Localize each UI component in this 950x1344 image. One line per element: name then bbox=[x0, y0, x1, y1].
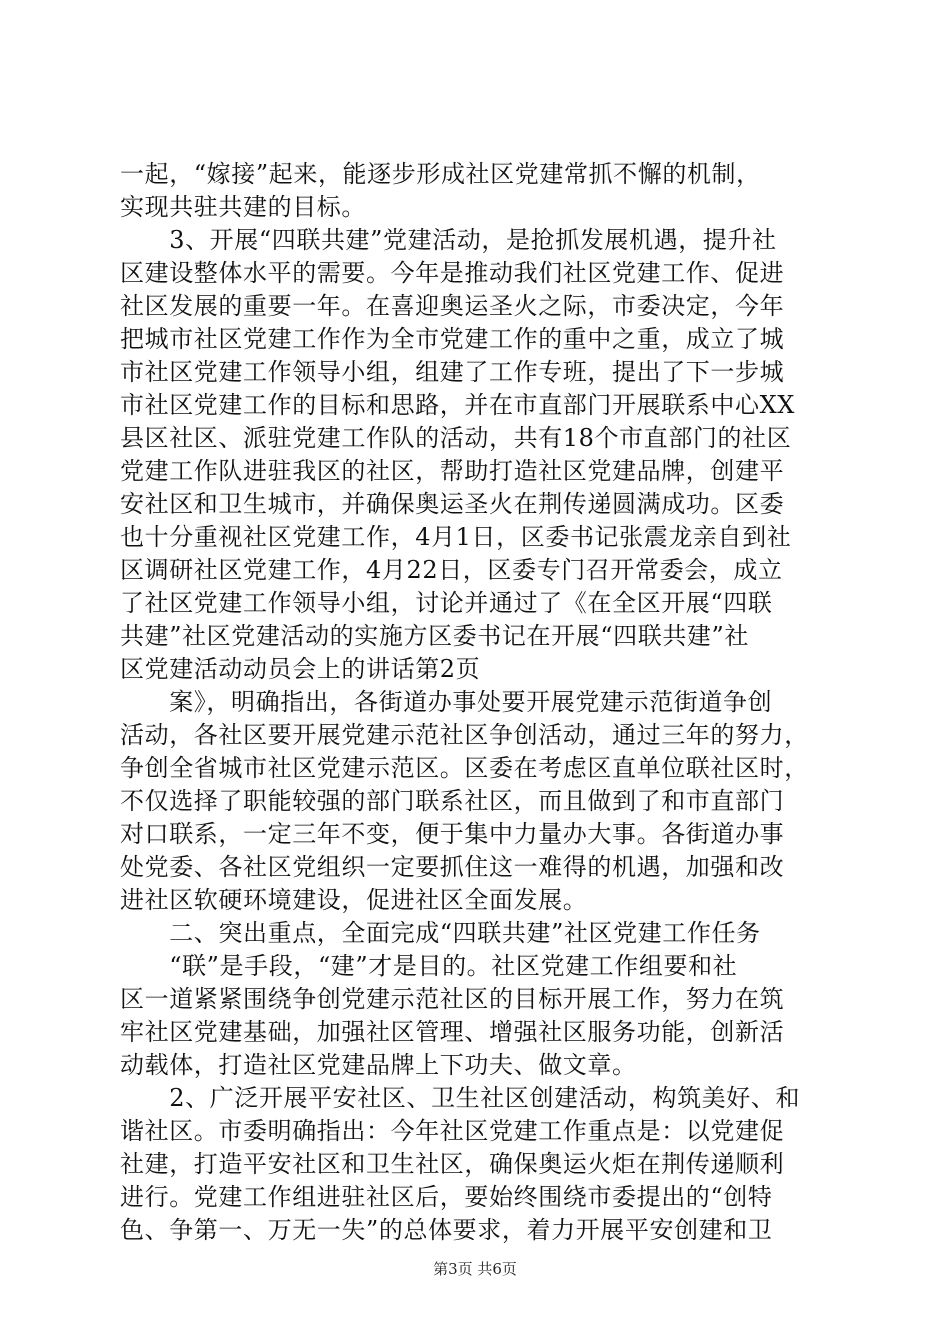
text-line: 牢社区党建基础，加强社区管理、增强社区服务功能，创新活 bbox=[120, 1018, 785, 1046]
text-line: 3、开展“四联共建”党建活动，是抢抓发展机遇，提升社 bbox=[120, 226, 777, 254]
text-line: “联”是手段，“建”才是目的。社区党建工作组要和社 bbox=[120, 952, 738, 980]
text-line: 共建”社区党建活动的实施方区委书记在开展“四联共建”社 bbox=[120, 622, 750, 650]
text-line: 一起，“嫁接”起来，能逐步形成社区党建常抓不懈的机制， bbox=[120, 160, 761, 188]
text-line: 市社区党建工作的目标和思路，并在市直部门开展联系中心XX bbox=[120, 391, 795, 419]
text-line: 对口联系，一定三年不变，便于集中力量办大事。各街道办事 bbox=[120, 820, 785, 848]
text-line: 市社区党建工作领导小组，组建了工作专班，提出了下一步城 bbox=[120, 358, 785, 386]
text-line: 活动，各社区要开展党建示范社区争创活动，通过三年的努力， bbox=[120, 721, 809, 749]
text-line: 争创全省城市社区党建示范区。区委在考虑区直单位联社区时， bbox=[120, 754, 809, 782]
text-line: 进行。党建工作组进驻社区后，要始终围绕市委提出的“创特 bbox=[120, 1183, 773, 1211]
text-line: 区调研社区党建工作，4月22日，区委专门召开常委会，成立 bbox=[120, 556, 783, 584]
text-line: 县区社区、派驻党建工作队的活动，共有18个市直部门的社区 bbox=[120, 424, 792, 452]
text-line: 处党委、各社区党组织一定要抓住这一难得的机遇，加强和改 bbox=[120, 853, 785, 881]
text-line: 社区发展的重要一年。在喜迎奥运圣火之际，市委决定，今年 bbox=[120, 292, 785, 320]
text-line: 实现共驻共建的目标。 bbox=[120, 193, 366, 221]
text-line: 2、广泛开展平安社区、卫生社区创建活动，构筑美好、和 bbox=[120, 1084, 801, 1112]
text-line: 社建，打造平安社区和卫生社区，确保奥运火炬在荆传递顺利 bbox=[120, 1150, 785, 1178]
text-line: 动载体，打造社区党建品牌上下功夫、做文章。 bbox=[120, 1051, 637, 1079]
text-line: 色、争第一、万无一失”的总体要求，着力开展平安创建和卫 bbox=[120, 1216, 773, 1244]
text-line: 案》，明确指出，各街道办事处要开展党建示范街道争创 bbox=[120, 688, 773, 716]
text-line: 区一道紧紧围绕争创党建示范社区的目标开展工作，努力在筑 bbox=[120, 985, 785, 1013]
text-line: 不仅选择了职能较强的部门联系社区，而且做到了和市直部门 bbox=[120, 787, 785, 815]
text-line: 二、突出重点，全面完成“四联共建”社区党建工作任务 bbox=[120, 919, 761, 947]
text-line: 了社区党建工作领导小组，讨论并通过了《在全区开展“四联 bbox=[120, 589, 773, 617]
text-line: 党建工作队进驻我区的社区，帮助打造社区党建品牌，创建平 bbox=[120, 457, 785, 485]
text-line: 进社区软硬环境建设，促进社区全面发展。 bbox=[120, 886, 588, 914]
text-line: 把城市社区党建工作作为全市党建工作的重中之重，成立了城 bbox=[120, 325, 785, 353]
text-line: 谐社区。市委明确指出：今年社区党建工作重点是：以党建促 bbox=[120, 1117, 785, 1145]
document-body bbox=[120, 158, 840, 1247]
text-line: 安社区和卫生城市，并确保奥运圣火在荆传递圆满成功。区委 bbox=[120, 490, 785, 518]
text-line: 也十分重视社区党建工作，4月1日，区委书记张震龙亲自到社 bbox=[120, 523, 792, 551]
text-line: 区党建活动动员会上的讲话第2页 bbox=[120, 655, 481, 683]
text-line: 区建设整体水平的需要。今年是推动我们社区党建工作、促进 bbox=[120, 259, 785, 287]
page-footer: 第3页 共6页 bbox=[433, 1260, 517, 1278]
